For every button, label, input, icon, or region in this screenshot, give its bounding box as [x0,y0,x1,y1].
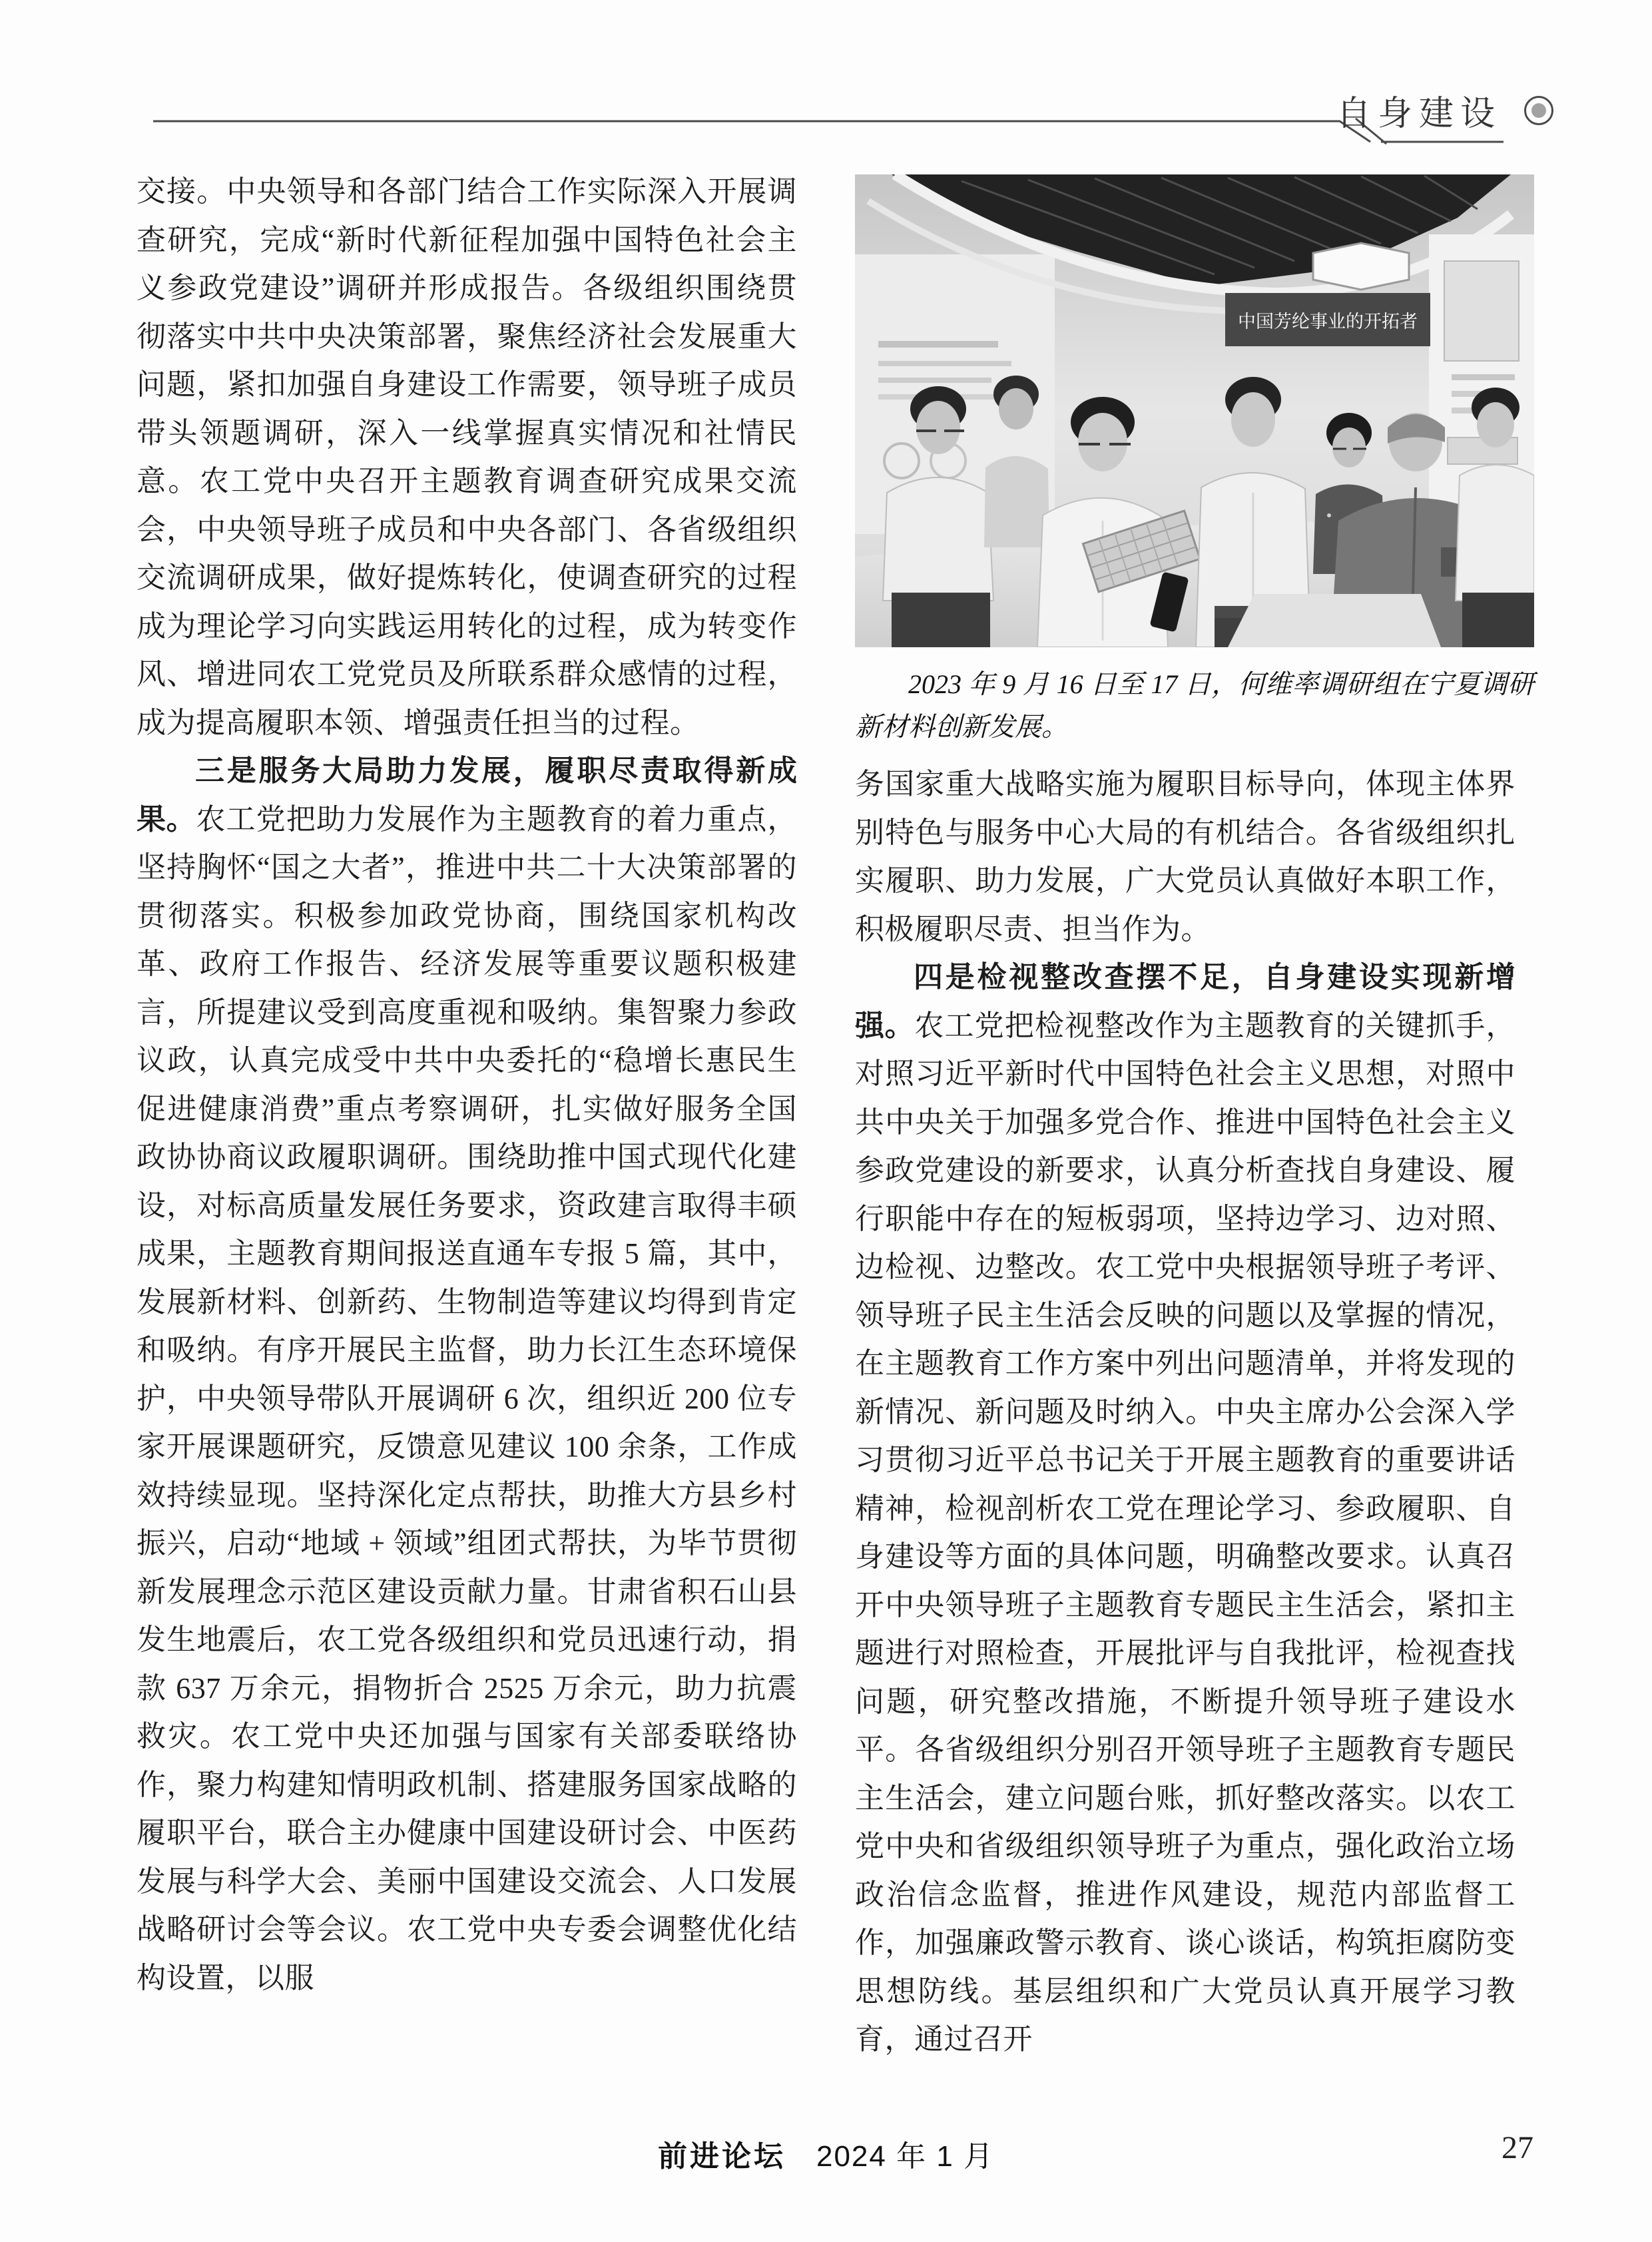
section-title: 自身建设 [1336,95,1502,133]
section-bullet-icon [1524,96,1553,125]
paragraph-continuation [137,168,797,747]
paragraph-text: 农工党把助力发展作为主题教育的着力重点，坚持胸怀“国之大者”，推进中共二十大决策部署的贯彻落实。积极参加政党协商，围绕国家机构改革、政府工作报告、经济发展等重要议题积极建言，所提建议受到高度重视和吸纳。集智聚力参政议政，认真完成受中共中央委托的“稳增长惠民生促进健康消费”重点考察调研，扎实做好服务全国政协协商议政履职调研。围绕助推中国式现代化建设，对标高质量发展任务要求，资政建言取得丰硕成果，主题教育期间报送直通车专报 5 篇，其中，发展新材料、创新药、生物制造等建议均得到肯定和吸纳。有序开展民主监督，助力长江生态环境保护，中央领导带队开展调研 6 次，组织近 200 位专家开展课题研究，反馈意见建议 100 余条，工作成效持续显现。坚持深化定点帮扶，助推大方县乡村振兴，启动“地域 + 领域”组团式帮扶，为毕节贯彻新发展理念示范区建设贡献力量。甘肃省积石山县发生地震后，农工党各级组织和党员迅速行动，捐款 637 万余元，捐物折合 2525 万余元，助力抗震救灾。农工党中央还加强与国家有关部委联络协作，聚力构建知情明政机制、搭建服务国家战略的履职平台，联合主办健康中国建设研讨会、中医药发展与科学大会、美丽中国建设交流会、人口发展战略研讨会等会议。农工党中央专委会调整优化结构设置，以服 [137,802,798,1994]
paragraph-text: 农工党把检视整改作为主题教育的关键抓手，对照习近平新时代中国特色社会主义思想，对照中共中央关于加强多党合作、推进中国特色社会主义参政党建设的新要求，认真分析查找自身建设、履行职能中存在的短板弱项，坚持边学习、边对照、边检视、边整改。农工党中央根据领导班子考评、领导班子民主生活会反映的问题以及掌握的情况，在主题教育工作方案中列出问题清单，并将发现的新情况、新问题及时纳入。中央主席办公会深入学习贯彻习近平总书记关于开展主题教育的重要讲话精神，检视剖析农工党在理论学习、参政履职、自身建设等方面的具体问题，明确整改要求。认真召开中央领导班子主题教育专题民主生活会，紧扣主题进行对照检查，开展批评与自我批评，检视查找问题，研究整改措施，不断提升领导班子建设水平。各省级组织分别召开领导班子主题教育专题民主生活会，建立问题台账，抓好整改落实。以农工党中央和省级组织领导班子为重点，强化政治立场政治信念监督，推进作风建设，规范内部监督工作，加强廉政警示教育、谈心谈话，构筑拒腐防变思想防线。基层组织和广大党员认真开展学习教育，通过召开 [855,1009,1516,2056]
footer [0,2132,1652,2175]
journal-name: 前进论坛 [657,2140,786,2173]
paragraph-text: 交接。中央领导和各部门结合工作实际深入开展调查研究，完成“新时代新征程加强中国特色社会主义参政党建设”调研并形成报告。各级组织围绕贯彻落实中共中央决策部署，聚焦经济社会发展重大问题，紧扣加强自身建设工作需要，领导班子成员带头领题调研，深入一线掌握真实情况和社情民意。农工党中央召开主题教育调查研究成果交流会，中央领导班子成员和中央各部门、各省级组织交流调研成果，做好提炼转化，使调查研究的过程成为理论学习向实践运用转化的过程，成为转变作风、增进同农工党党员及所联系群众感情的过程，成为提高履职本领、增强责任担当的过程。 [137,175,797,739]
bold-lead: 三是服务大局助力发展，履职尽责取得新成果。 [137,754,797,836]
paragraph-fourth-point [855,954,1515,2064]
page-number: 27 [1502,2130,1533,2165]
paragraph-continuation [855,760,1515,954]
left-column [137,168,797,2002]
bold-lead: 四是检视整改查摆不足，自身建设实现新增强。 [855,961,1515,1042]
paragraph-third-point [137,747,797,2002]
right-column [855,760,1515,2064]
photo-caption: 2023 年 9 月 16 日至 17 日，何维率调研组在宁夏调研新材料创新发展。 [855,669,1534,742]
paragraph-text: 务国家重大战略实施为履职目标导向，体现主体界别特色与服务中心大局的有机结合。各省级组织扎实履职、助力发展，广大党员认真做好本职工作，积极履职尽责、担当作为。 [855,768,1515,946]
photo-illustration [855,174,1534,647]
photo-sign-text: 中国芳纶事业的开拓者 [1238,312,1418,332]
news-photo [855,174,1534,647]
issue-date: 2024 年 1 月 [816,2140,995,2173]
page-header [1336,85,1553,135]
